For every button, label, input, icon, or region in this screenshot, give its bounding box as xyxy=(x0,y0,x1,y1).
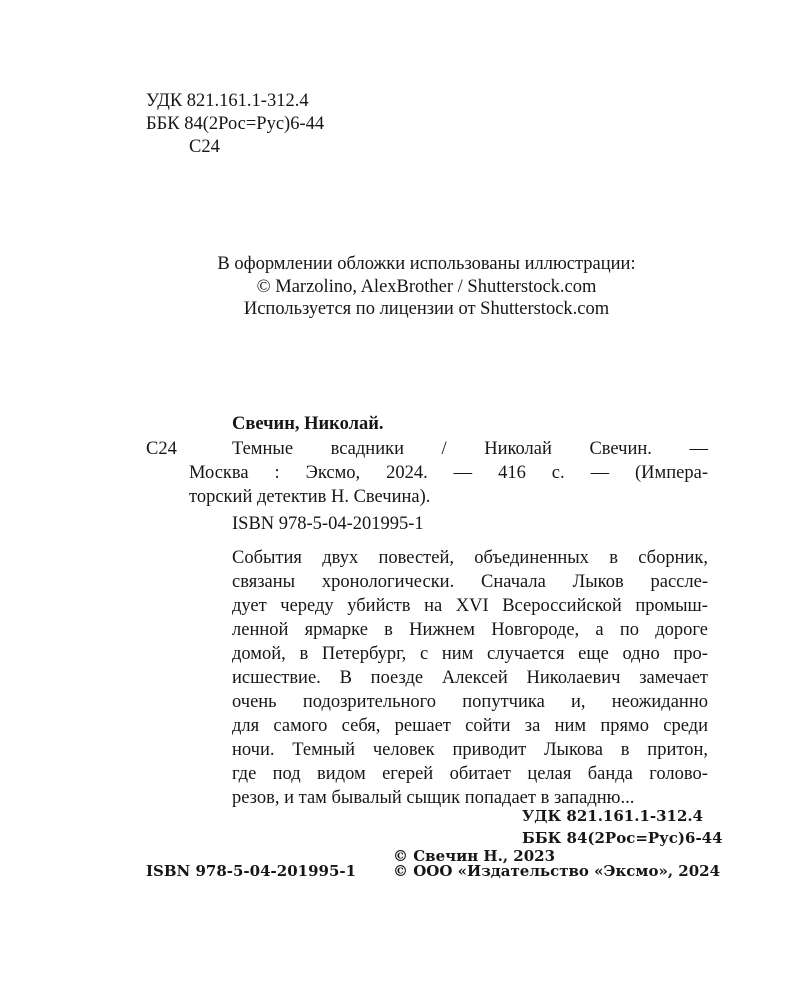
word: / xyxy=(441,439,447,459)
annotation-line xyxy=(232,642,708,666)
copyright-author: © Свечин Н., 2023 xyxy=(393,847,556,865)
word: человек xyxy=(372,740,435,760)
annotation-line xyxy=(232,546,708,570)
word: Всероссийской xyxy=(502,596,622,616)
cover-credits-line: В оформлении обложки использованы иллюстрации: xyxy=(217,254,636,274)
word: объединенных xyxy=(474,548,589,568)
word: домой, xyxy=(232,644,286,664)
word: одно xyxy=(622,644,660,664)
word: Москва xyxy=(189,463,249,483)
word: ним xyxy=(441,644,474,664)
annotation-line xyxy=(232,594,708,618)
word: поезде xyxy=(370,668,424,688)
word: ночи. xyxy=(232,740,275,760)
word: — xyxy=(689,439,708,459)
word: для xyxy=(232,716,260,736)
word: попутчика xyxy=(462,692,545,712)
word: себя, xyxy=(341,716,381,736)
word: случается xyxy=(487,644,565,664)
word: с xyxy=(419,644,429,664)
word: Лыков xyxy=(572,572,624,592)
word: сборник, xyxy=(638,548,708,568)
annotation-line: резов, и там бывалый сыщик попадает в западню... xyxy=(232,788,635,808)
cover-credits-line: Используется по лицензии от Shutterstock.com xyxy=(243,299,610,319)
word: егерей xyxy=(382,764,434,784)
word: дороге xyxy=(655,620,708,640)
word: на xyxy=(424,596,443,616)
word: где xyxy=(232,764,257,784)
author-sign: С24 xyxy=(189,137,220,157)
word: подозрительного xyxy=(302,692,437,712)
word: Темные xyxy=(232,439,294,459)
word: в xyxy=(384,620,393,640)
word: и, xyxy=(570,692,586,712)
word: голово- xyxy=(649,764,708,784)
description-line: торский детектив Н. Свечина). xyxy=(189,487,431,507)
word: Свечин. xyxy=(589,439,652,459)
word: повестей, xyxy=(378,548,454,568)
footer-isbn: ISBN 978-5-04-201995-1 xyxy=(146,862,357,880)
word: про- xyxy=(673,644,708,664)
word: в xyxy=(299,644,309,664)
word: ним xyxy=(554,716,587,736)
word: а xyxy=(595,620,604,640)
word: убийств xyxy=(347,596,411,616)
word: ленной xyxy=(232,620,289,640)
word: решает xyxy=(394,716,451,736)
word: самого xyxy=(273,716,328,736)
word: 416 xyxy=(498,463,526,483)
cover-credits-line: © Marzolino, AlexBrother / Shutterstock.com xyxy=(256,277,597,297)
copyright-publisher: © ООО «Издательство «Эксмо», 2024 xyxy=(393,862,721,880)
annotation-line xyxy=(232,738,708,762)
word: всадники xyxy=(330,439,404,459)
word: ярмарке xyxy=(304,620,368,640)
word: череду xyxy=(280,596,334,616)
word: целая xyxy=(527,764,572,784)
annotation-line xyxy=(232,570,708,594)
word: — xyxy=(453,463,473,483)
word: видом xyxy=(317,764,366,784)
isbn-record: ISBN 978-5-04-201995-1 xyxy=(232,514,424,534)
word: очень xyxy=(232,692,277,712)
word: Николаевич xyxy=(526,668,621,688)
word: Петербург, xyxy=(321,644,407,664)
word: хронологически. xyxy=(321,572,455,592)
word: притон, xyxy=(647,740,708,760)
bbk-code: ББК 84(2Рос=Рус)6-44 xyxy=(146,114,325,134)
word: Алексей xyxy=(441,668,508,688)
word: сойти xyxy=(465,716,511,736)
annotation-line xyxy=(232,690,708,714)
word: среди xyxy=(663,716,708,736)
description-line xyxy=(189,461,708,485)
word: Темный xyxy=(292,740,356,760)
annotation-line xyxy=(232,714,708,738)
word: Эксмо, xyxy=(305,463,361,483)
word: промыш- xyxy=(635,596,708,616)
word: замечает xyxy=(639,668,708,688)
word: в xyxy=(620,740,630,760)
word: Нижнем xyxy=(409,620,475,640)
word: приводит xyxy=(452,740,527,760)
record-author-sign: С24 xyxy=(146,439,177,459)
word: Сначала xyxy=(481,572,546,592)
word: прямо xyxy=(600,716,649,736)
word: двух xyxy=(322,548,359,568)
word: с. xyxy=(551,463,565,483)
word: : xyxy=(274,463,280,483)
word: по xyxy=(619,620,640,640)
word: за xyxy=(524,716,541,736)
word: Николай xyxy=(484,439,552,459)
word: XVI xyxy=(455,596,489,616)
word: (Импера- xyxy=(635,463,708,483)
word: еще xyxy=(578,644,609,664)
word: исшествие. xyxy=(232,668,321,688)
word: События xyxy=(232,548,302,568)
word: В xyxy=(339,668,352,688)
word: связаны xyxy=(232,572,296,592)
annotation-line xyxy=(232,666,708,690)
word: дует xyxy=(232,596,267,616)
udk-index: УДК 821.161.1-312.4 xyxy=(522,807,704,825)
author-heading: Свечин, Николай. xyxy=(232,414,384,434)
word: 2024. xyxy=(386,463,428,483)
bbk-index: ББК 84(2Рос=Рус)6-44 xyxy=(522,829,723,847)
description-line xyxy=(232,437,708,461)
word: под xyxy=(272,764,301,784)
annotation-line xyxy=(232,762,708,786)
word: обитает xyxy=(449,764,511,784)
word: — xyxy=(590,463,610,483)
word: Новгороде, xyxy=(491,620,580,640)
word: неожиданно xyxy=(611,692,708,712)
word: рассле- xyxy=(650,572,708,592)
word: Лыкова xyxy=(544,740,603,760)
word: в xyxy=(609,548,618,568)
annotation-line xyxy=(232,618,708,642)
udk-code: УДК 821.161.1-312.4 xyxy=(146,91,309,111)
word: банда xyxy=(587,764,633,784)
